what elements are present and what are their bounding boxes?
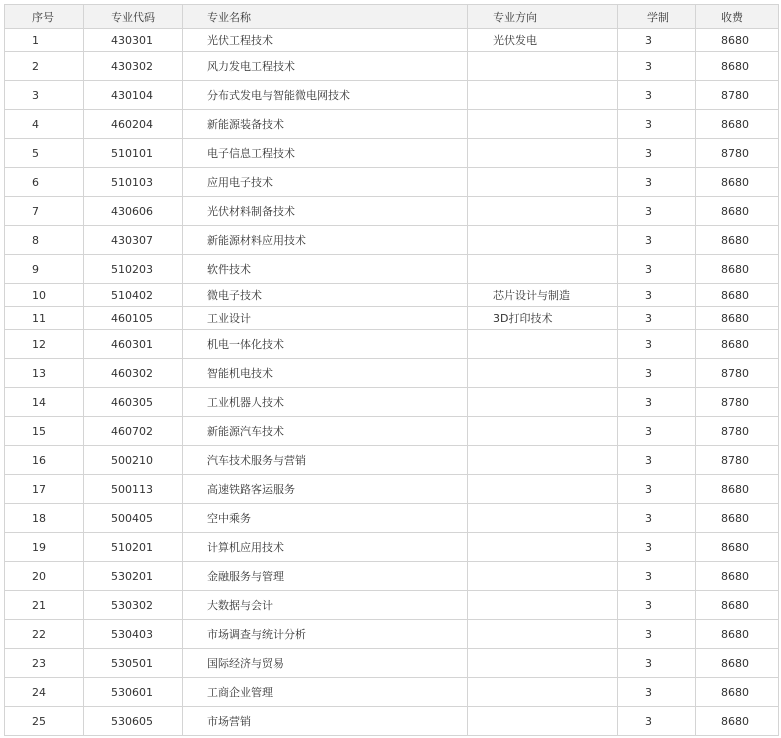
cell-code: 510103 [84, 168, 183, 197]
cell-code: 530501 [84, 649, 183, 678]
cell-name: 电子信息工程技术 [183, 139, 468, 168]
cell-fee: 8680 [696, 52, 779, 81]
cell-name: 计算机应用技术 [183, 533, 468, 562]
cell-years: 3 [618, 81, 696, 110]
cell-name: 新能源装备技术 [183, 110, 468, 139]
cell-code: 460105 [84, 307, 183, 330]
cell-no: 24 [5, 678, 84, 707]
table-row [5, 197, 779, 226]
cell-code: 460301 [84, 330, 183, 359]
cell-fee: 8780 [696, 359, 779, 388]
cell-direction [468, 533, 618, 562]
cell-name: 光伏材料制备技术 [183, 197, 468, 226]
cell-code: 500113 [84, 475, 183, 504]
table-row [5, 110, 779, 139]
header-row [5, 5, 779, 29]
cell-no: 7 [5, 197, 84, 226]
cell-no: 20 [5, 562, 84, 591]
cell-fee: 8780 [696, 417, 779, 446]
cell-name: 新能源材料应用技术 [183, 226, 468, 255]
cell-no: 25 [5, 707, 84, 736]
cell-direction [468, 678, 618, 707]
table-row [5, 359, 779, 388]
cell-years: 3 [618, 52, 696, 81]
cell-direction [468, 52, 618, 81]
cell-code: 460302 [84, 359, 183, 388]
cell-no: 12 [5, 330, 84, 359]
cell-direction [468, 359, 618, 388]
cell-direction [468, 475, 618, 504]
table-row [5, 504, 779, 533]
table-row [5, 29, 779, 52]
table-row [5, 139, 779, 168]
cell-direction [468, 649, 618, 678]
cell-code: 430301 [84, 29, 183, 52]
cell-fee: 8680 [696, 284, 779, 307]
cell-name: 风力发电工程技术 [183, 52, 468, 81]
cell-years: 3 [618, 591, 696, 620]
cell-code: 510203 [84, 255, 183, 284]
header-direction: 专业方向 [468, 5, 618, 29]
cell-no: 8 [5, 226, 84, 255]
cell-name: 机电一体化技术 [183, 330, 468, 359]
table-row [5, 446, 779, 475]
cell-name: 大数据与会计 [183, 591, 468, 620]
cell-no: 6 [5, 168, 84, 197]
cell-no: 11 [5, 307, 84, 330]
cell-code: 460702 [84, 417, 183, 446]
cell-name: 微电子技术 [183, 284, 468, 307]
cell-code: 510402 [84, 284, 183, 307]
cell-years: 3 [618, 562, 696, 591]
header-no: 序号 [5, 5, 84, 29]
cell-name: 市场营销 [183, 707, 468, 736]
cell-years: 3 [618, 620, 696, 649]
cell-code: 430302 [84, 52, 183, 81]
cell-name: 国际经济与贸易 [183, 649, 468, 678]
cell-no: 17 [5, 475, 84, 504]
cell-code: 430606 [84, 197, 183, 226]
cell-fee: 8680 [696, 168, 779, 197]
cell-name: 光伏工程技术 [183, 29, 468, 52]
cell-name: 空中乘务 [183, 504, 468, 533]
cell-direction [468, 110, 618, 139]
cell-no: 21 [5, 591, 84, 620]
cell-direction [468, 226, 618, 255]
cell-no: 14 [5, 388, 84, 417]
table-row [5, 388, 779, 417]
cell-fee: 8680 [696, 29, 779, 52]
cell-no: 5 [5, 139, 84, 168]
cell-name: 新能源汽车技术 [183, 417, 468, 446]
cell-no: 15 [5, 417, 84, 446]
table-row [5, 255, 779, 284]
cell-direction [468, 562, 618, 591]
cell-direction [468, 446, 618, 475]
cell-years: 3 [618, 707, 696, 736]
cell-no: 18 [5, 504, 84, 533]
cell-years: 3 [618, 284, 696, 307]
cell-direction [468, 139, 618, 168]
cell-years: 3 [618, 359, 696, 388]
cell-name: 分布式发电与智能微电网技术 [183, 81, 468, 110]
cell-direction [468, 417, 618, 446]
cell-fee: 8680 [696, 678, 779, 707]
table-row [5, 330, 779, 359]
cell-code: 500405 [84, 504, 183, 533]
table-row [5, 707, 779, 736]
cell-fee: 8780 [696, 139, 779, 168]
cell-code: 430104 [84, 81, 183, 110]
cell-direction: 3D打印技术 [468, 307, 618, 330]
cell-code: 530201 [84, 562, 183, 591]
cell-no: 23 [5, 649, 84, 678]
cell-code: 530302 [84, 591, 183, 620]
header-name: 专业名称 [183, 5, 468, 29]
cell-code: 530601 [84, 678, 183, 707]
table-row [5, 81, 779, 110]
cell-code: 510101 [84, 139, 183, 168]
header-fee: 收费 [696, 5, 779, 29]
cell-no: 13 [5, 359, 84, 388]
cell-fee: 8680 [696, 620, 779, 649]
cell-code: 430307 [84, 226, 183, 255]
cell-direction [468, 330, 618, 359]
cell-name: 工业机器人技术 [183, 388, 468, 417]
header-years: 学制 [618, 5, 696, 29]
cell-fee: 8680 [696, 562, 779, 591]
cell-fee: 8680 [696, 649, 779, 678]
cell-name: 汽车技术服务与营销 [183, 446, 468, 475]
cell-no: 19 [5, 533, 84, 562]
cell-fee: 8680 [696, 504, 779, 533]
cell-years: 3 [618, 139, 696, 168]
cell-no: 10 [5, 284, 84, 307]
cell-direction [468, 707, 618, 736]
cell-direction: 芯片设计与制造 [468, 284, 618, 307]
cell-no: 3 [5, 81, 84, 110]
cell-years: 3 [618, 226, 696, 255]
cell-fee: 8680 [696, 330, 779, 359]
majors-table [4, 4, 779, 736]
table-row [5, 226, 779, 255]
cell-direction [468, 591, 618, 620]
cell-years: 3 [618, 446, 696, 475]
cell-name: 金融服务与管理 [183, 562, 468, 591]
cell-name: 工商企业管理 [183, 678, 468, 707]
cell-no: 4 [5, 110, 84, 139]
cell-years: 3 [618, 110, 696, 139]
cell-code: 530403 [84, 620, 183, 649]
cell-code: 460204 [84, 110, 183, 139]
table-row [5, 168, 779, 197]
cell-no: 16 [5, 446, 84, 475]
cell-name: 软件技术 [183, 255, 468, 284]
cell-years: 3 [618, 255, 696, 284]
table-row [5, 475, 779, 504]
table-row [5, 591, 779, 620]
cell-years: 3 [618, 29, 696, 52]
table-row [5, 678, 779, 707]
cell-name: 市场调查与统计分析 [183, 620, 468, 649]
cell-code: 460305 [84, 388, 183, 417]
cell-code: 510201 [84, 533, 183, 562]
table-row [5, 620, 779, 649]
cell-years: 3 [618, 504, 696, 533]
cell-years: 3 [618, 533, 696, 562]
cell-name: 工业设计 [183, 307, 468, 330]
cell-no: 2 [5, 52, 84, 81]
cell-fee: 8680 [696, 707, 779, 736]
cell-direction [468, 197, 618, 226]
cell-years: 3 [618, 197, 696, 226]
cell-years: 3 [618, 307, 696, 330]
cell-fee: 8680 [696, 226, 779, 255]
table-row [5, 649, 779, 678]
table-row [5, 52, 779, 81]
table-row [5, 417, 779, 446]
cell-direction [468, 255, 618, 284]
cell-fee: 8780 [696, 446, 779, 475]
cell-name: 智能机电技术 [183, 359, 468, 388]
table-row [5, 307, 779, 330]
cell-no: 1 [5, 29, 84, 52]
cell-fee: 8680 [696, 307, 779, 330]
cell-no: 22 [5, 620, 84, 649]
cell-fee: 8680 [696, 533, 779, 562]
cell-direction [468, 388, 618, 417]
cell-direction [468, 504, 618, 533]
table-body [5, 29, 779, 736]
cell-years: 3 [618, 649, 696, 678]
cell-name: 应用电子技术 [183, 168, 468, 197]
cell-direction [468, 168, 618, 197]
table-row [5, 284, 779, 307]
cell-years: 3 [618, 678, 696, 707]
cell-direction [468, 620, 618, 649]
cell-name: 高速铁路客运服务 [183, 475, 468, 504]
cell-fee: 8680 [696, 591, 779, 620]
cell-years: 3 [618, 168, 696, 197]
cell-direction: 光伏发电 [468, 29, 618, 52]
cell-fee: 8680 [696, 110, 779, 139]
cell-code: 530605 [84, 707, 183, 736]
cell-years: 3 [618, 417, 696, 446]
cell-years: 3 [618, 388, 696, 417]
table-row [5, 562, 779, 591]
cell-fee: 8780 [696, 81, 779, 110]
cell-years: 3 [618, 475, 696, 504]
cell-code: 500210 [84, 446, 183, 475]
table-row [5, 533, 779, 562]
header-code: 专业代码 [84, 5, 183, 29]
cell-no: 9 [5, 255, 84, 284]
cell-fee: 8680 [696, 475, 779, 504]
cell-fee: 8780 [696, 388, 779, 417]
cell-fee: 8680 [696, 197, 779, 226]
cell-years: 3 [618, 330, 696, 359]
cell-fee: 8680 [696, 255, 779, 284]
cell-direction [468, 81, 618, 110]
